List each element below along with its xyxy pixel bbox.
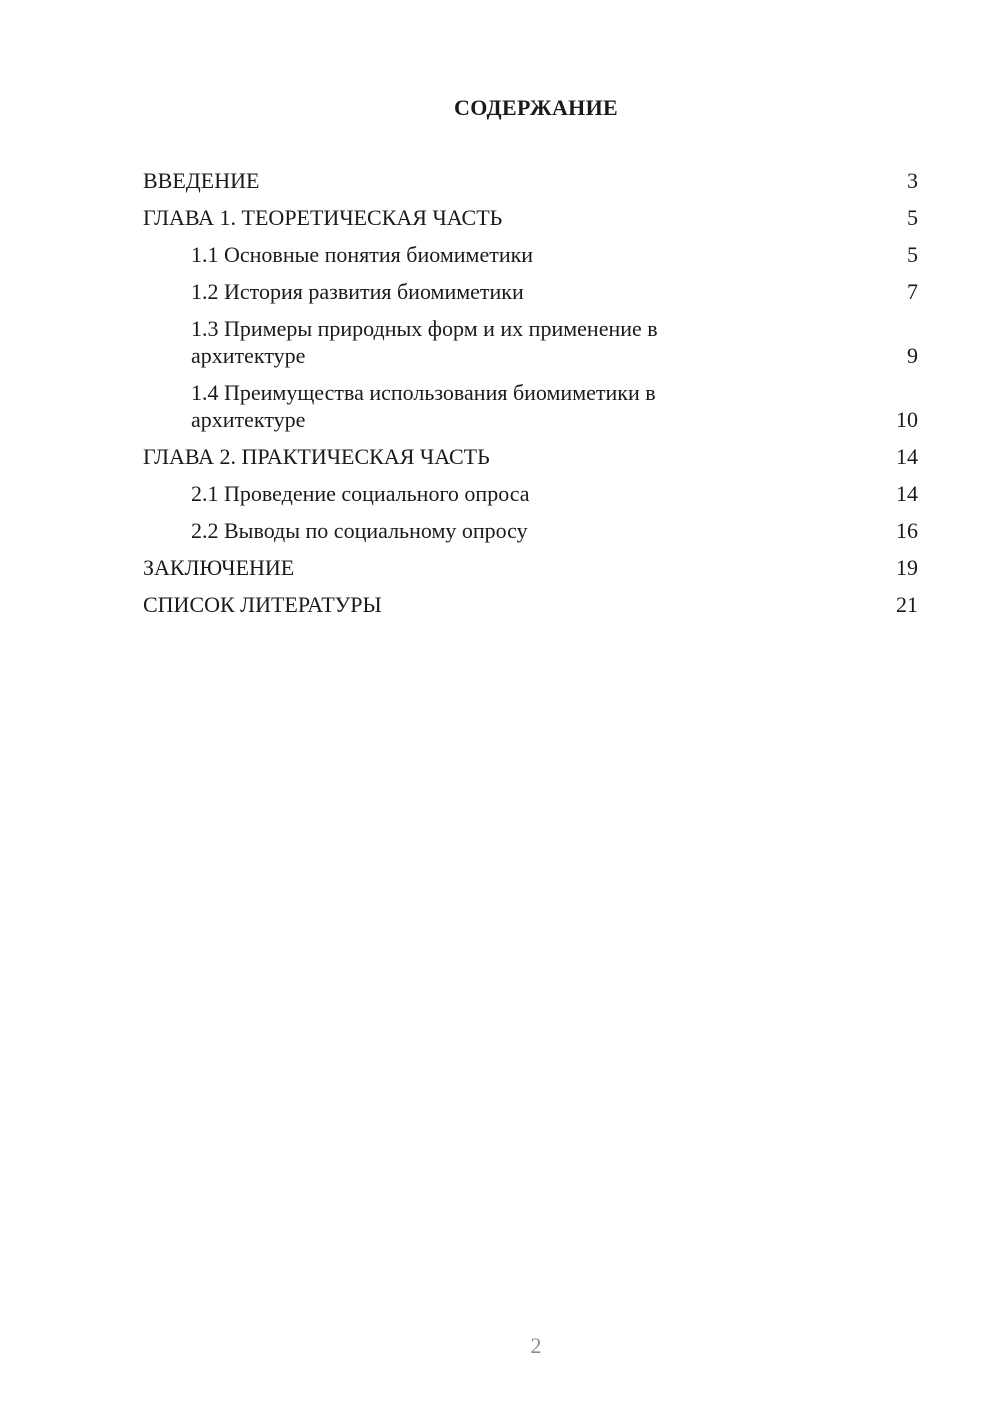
toc-entry-page-number: 3: [907, 168, 918, 193]
toc-entry-page-number: 5: [907, 205, 918, 230]
toc-entry-conclusion[interactable]: [143, 554, 918, 581]
toc-entry-section-1-4[interactable]: [143, 379, 918, 433]
toc-entry-section-2-1[interactable]: [143, 480, 918, 507]
toc-entry-page-number: 19: [896, 555, 918, 580]
toc-entry-page-number: 21: [896, 592, 918, 617]
toc-entry-page-number: 7: [907, 279, 918, 304]
toc-entry-text: ЗАКЛЮЧЕНИЕ: [143, 555, 295, 580]
toc-entry-text: ГЛАВА 2. ПРАКТИЧЕСКАЯ ЧАСТЬ: [143, 444, 490, 469]
toc-entry-page-number: 16: [896, 518, 918, 543]
toc-entry-text: 2.2 Выводы по социальному опросу: [191, 518, 528, 543]
toc-entry-page-number: 14: [896, 444, 918, 469]
toc-entry-text: 2.1 Проведение социального опроса: [191, 481, 530, 506]
toc-entry-introduction[interactable]: [143, 167, 918, 194]
toc-entry-text: СПИСОК ЛИТЕРАТУРЫ: [143, 592, 382, 617]
toc-entry-chapter-2[interactable]: [143, 443, 918, 470]
toc-entry-section-1-2[interactable]: [143, 278, 918, 305]
toc-entry-text: 1.1 Основные понятия биомиметики: [191, 242, 534, 267]
toc-entry-text: 1.3 Примеры природных форм и их применение в архитектуре: [191, 316, 658, 368]
toc-entry-text: 1.4 Преимущества использования биомиметики в архитектуре: [191, 380, 656, 432]
toc-entry-text: ВВЕДЕНИЕ: [143, 168, 260, 193]
toc-entry-section-1-1[interactable]: [143, 241, 918, 268]
toc-entry-chapter-1[interactable]: [143, 204, 918, 231]
toc-entry-page-number: 10: [896, 407, 918, 432]
toc-entry-references[interactable]: [143, 591, 918, 618]
page-number-footer: 2: [530, 1333, 542, 1358]
toc-entry-text: ГЛАВА 1. ТЕОРЕТИЧЕСКАЯ ЧАСТЬ: [143, 205, 503, 230]
toc-entry-section-2-2[interactable]: [143, 517, 918, 544]
toc-entry-text: 1.2 История развития биомиметики: [191, 279, 524, 304]
toc-entry-section-1-3[interactable]: [143, 315, 918, 369]
toc-entry-page-number: 14: [896, 481, 918, 506]
page-title: СОДЕРЖАНИЕ: [454, 95, 618, 120]
toc-entry-page-number: 9: [907, 343, 918, 368]
table-of-contents: [143, 167, 918, 628]
toc-entry-page-number: 5: [907, 242, 918, 267]
